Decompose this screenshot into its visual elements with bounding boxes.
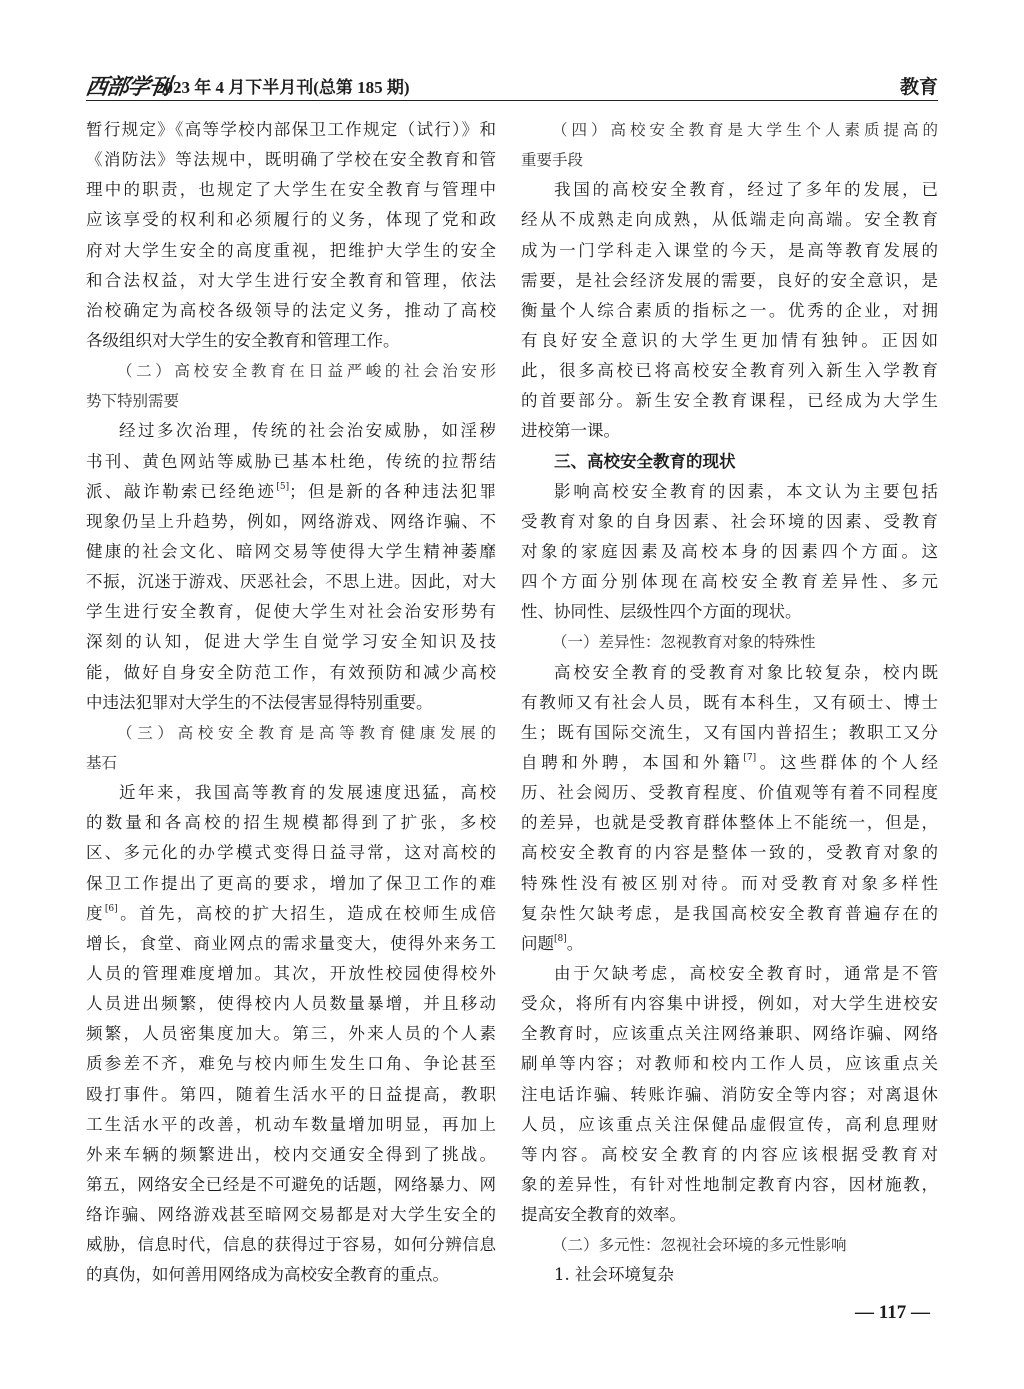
text-line: 能，做好自身安全防范工作，有效预防和减少高校 — [86, 662, 496, 682]
page-number: — 117 — — [855, 1302, 930, 1323]
text-line: 全教育时，应该重点关注网络兼职、网络诈骗、网络 — [521, 1024, 938, 1044]
text-line — [521, 929, 938, 959]
text-line: 注电话诈骗、转账诈骗、消防安全等内容；对离退休 — [521, 1084, 938, 1104]
text-line: 学生进行安全教育，促使大学生对社会治安形势有 — [86, 602, 496, 622]
citation-superscript: [7] — [743, 752, 757, 763]
section-name: 教育 — [899, 76, 938, 98]
text-line: 等内容。高校安全教育的内容应该根据受教育对 — [521, 1144, 938, 1164]
text-line: 四个方面分别体现在高校安全教育差异性、多元 — [521, 572, 938, 592]
section-heading: 三、高校安全教育的现状 — [554, 451, 736, 471]
text-line: 现象仍呈上升趋势，例如，网络游戏、网络诈骗、不 — [86, 511, 496, 531]
text-line: 有良好安全意识的大学生更加情有独钟。正因如 — [521, 330, 938, 350]
text-line: 的差异，也就是受教育群体整体上不能统一，但是， — [521, 813, 938, 833]
text-line: 经过多次治理，传统的社会治安威胁，如淫秽 — [119, 421, 496, 441]
subheading-line: （一）差异性：忽视教育对象的特殊性 — [552, 633, 816, 652]
text-line: 的首要部分。新生安全教育课程，已经成为大学生 — [521, 391, 938, 411]
text-line: 不振，沉迷于游戏、厌恶社会，不思上进。因此，对大 — [86, 572, 496, 592]
text-line: 工生活水平的改善，机动车数量增加明显，再加上 — [86, 1114, 496, 1134]
text-line: 健康的社会文化、暗网交易等使得大学生精神萎靡 — [86, 541, 496, 561]
text-line: 经从不成熟走向成熟，从低端走向高端。安全教育 — [521, 210, 938, 230]
text-line: 应该享受的权利和必须履行的义务，体现了党和政 — [86, 210, 496, 230]
left-column — [86, 115, 496, 1290]
text-line: 和合法权益，对大学生进行安全教育和管理，依法 — [86, 270, 496, 290]
text-line: 有教师又有社会人员，既有本科生，又有硕士、博士 — [521, 692, 938, 712]
text-line: 治校确定为高校各级领导的法定义务，推动了高校 — [86, 300, 496, 320]
citation-superscript: [6] — [104, 903, 118, 914]
citation-superscript: [5] — [276, 481, 290, 492]
text-segment: 度 — [86, 903, 105, 923]
text-line: 象的差异性，有针对性地制定教育内容，因材施教， — [521, 1174, 938, 1194]
text-line: 对象的家庭因素及高校本身的因素四个方面。这 — [521, 541, 938, 561]
subheading-line: 势下特别需要 — [86, 392, 180, 411]
text-segment: 派、敲诈勒索已经绝迹 — [86, 481, 277, 501]
right-column — [521, 115, 938, 1290]
text-segment: 问题 — [521, 933, 554, 953]
subheading-line: （四）高校安全教育是大学生个人素质提高的 — [552, 121, 938, 139]
header-rule — [86, 100, 938, 101]
text-line: 增长，食堂、商业网点的需求量变大，使得外来务工 — [86, 933, 496, 953]
text-line: 需要，是社会经济发展的需要，良好的安全意识，是 — [521, 270, 938, 290]
citation-superscript: [8] — [554, 933, 567, 944]
text-line — [86, 477, 496, 507]
running-header — [83, 70, 938, 100]
text-line: 络诈骗、网络游戏甚至暗网交易都是对大学生安全的 — [86, 1205, 496, 1225]
text-segment: 。这些群体的个人经 — [756, 752, 938, 772]
text-line: 理中的职责，也规定了大学生在安全教育与管理中 — [86, 180, 496, 200]
text-line: 深刻的认知，促进大学生自觉学习安全知识及技 — [86, 632, 496, 652]
text-line: 区、多元化的办学模式变得日益寻常，这对高校的 — [86, 843, 496, 863]
text-line — [86, 899, 496, 929]
text-line: 历、社会阅历、受教育程度、价值观等有着不同程度 — [521, 783, 938, 803]
text-line: 此，很多高校已将高校安全教育列入新生入学教育 — [521, 361, 938, 381]
text-line: 府对大学生安全的高度重视，把维护大学生的安全 — [86, 240, 496, 260]
text-line: 威胁，信息时代，信息的获得过于容易，如何分辨信息 — [86, 1235, 496, 1255]
text-line: 《消防法》等法规中，既明确了学校在安全教育和管 — [86, 150, 496, 170]
text-line: 成为一门学科走入课堂的今天，是高等教育发展的 — [521, 240, 938, 260]
text-line: 高校安全教育的内容是整体一致的，受教育对象的 — [521, 843, 938, 863]
text-line: 影响高校安全教育的因素，本文认为主要包括 — [554, 481, 938, 501]
text-segment: ；但是新的各种违法犯罪 — [289, 481, 496, 501]
text-line: 受众，将所有内容集中讲授，例如，对大学生进校安 — [521, 994, 938, 1014]
journal-logo: 西部学刊 — [83, 74, 172, 100]
text-line: 书刊、黄色网站等威胁已基本杜绝，传统的拉帮结 — [86, 451, 496, 471]
text-line: 刷单等内容；对教师和校内工作人员，应该重点关 — [521, 1054, 938, 1074]
text-line: 受教育对象的自身因素、社会环境的因素、受教育 — [521, 511, 938, 531]
text-segment: 自聘和外聘，本国和外籍 — [521, 752, 744, 772]
text-line: 第五，网络安全已经是不可避免的话题，网络暴力、网 — [86, 1174, 496, 1194]
text-line: 保卫工作提出了更高的要求，增加了保卫工作的难 — [86, 873, 496, 893]
text-line: 外来车辆的频繁进出，校内交通安全得到了挑战。 — [86, 1144, 496, 1164]
text-line: 各级组织对大学生的安全教育和管理工作。 — [86, 330, 400, 350]
text-line: 进校第一课。 — [521, 421, 620, 441]
text-line: 人员，应该重点关注保健品虚假宣传，高利息理财 — [521, 1114, 938, 1134]
issue-info: 2023 年 4 月下半月刊(总第 185 期) — [156, 78, 410, 97]
text-line: 特殊性没有被区别对待。而对受教育对象多样性 — [521, 873, 938, 893]
text-line: 暂行规定》《高等学校内部保卫工作规定（试行）》和 — [86, 120, 496, 139]
text-segment: 。 — [566, 933, 584, 953]
text-line — [521, 748, 938, 778]
text-line: 高校安全教育的受教育对象比较复杂，校内既 — [554, 662, 938, 682]
text-line: 的真伪，如何善用网络成为高校安全教育的重点。 — [86, 1265, 449, 1285]
text-line: 由于欠缺考虑，高校安全教育时，通常是不管 — [554, 963, 938, 983]
text-line: 质参差不齐，难免与校内师生发生口角、争论甚至 — [86, 1054, 496, 1074]
subheading-line: （二）多元性：忽视社会环境的多元性影响 — [552, 1236, 847, 1255]
text-line: 我国的高校安全教育，经过了多年的发展，已 — [554, 180, 938, 200]
text-line: 的数量和各高校的招生规模都得到了扩张，多校 — [86, 813, 496, 833]
subheading-line: 基石 — [86, 753, 118, 772]
text-line: 人员的管理难度增加。其次，开放性校园使得校外 — [86, 963, 496, 983]
text-line: 人员进出频繁，使得校内人员数量暴增，并且移动 — [86, 994, 496, 1014]
text-line: 复杂性欠缺考虑，是我国高校安全教育普遍存在的 — [521, 903, 938, 923]
text-segment: 。首先，高校的扩大招生，造成在校师生成倍 — [117, 903, 496, 923]
text-line: 1. 社会环境复杂 — [554, 1265, 674, 1285]
text-line: 殴打事件。第四，随着生活水平的日益提高，教职 — [86, 1084, 496, 1104]
text-line: 衡量个人综合素质的指标之一。优秀的企业，对拥 — [521, 300, 938, 320]
text-line: 提高安全教育的效率。 — [521, 1205, 686, 1225]
subheading-line: （三）高校安全教育是高等教育健康发展的 — [117, 723, 496, 742]
text-line: 近年来，我国高等教育的发展速度迅猛，高校 — [119, 783, 496, 803]
text-line: 频繁，人员密集度加大。第三，外来人员的个人素 — [86, 1024, 496, 1044]
text-line: 生；既有国际交流生，又有国内普招生；教职工又分 — [521, 722, 938, 742]
subheading-line: 重要手段 — [521, 151, 584, 170]
subheading-line: （二）高校安全教育在日益严峻的社会治安形 — [117, 362, 496, 381]
text-line: 性、协同性、层级性四个方面的现状。 — [521, 602, 802, 622]
text-line: 中违法犯罪对大学生的不法侵害显得特别重要。 — [86, 692, 433, 712]
